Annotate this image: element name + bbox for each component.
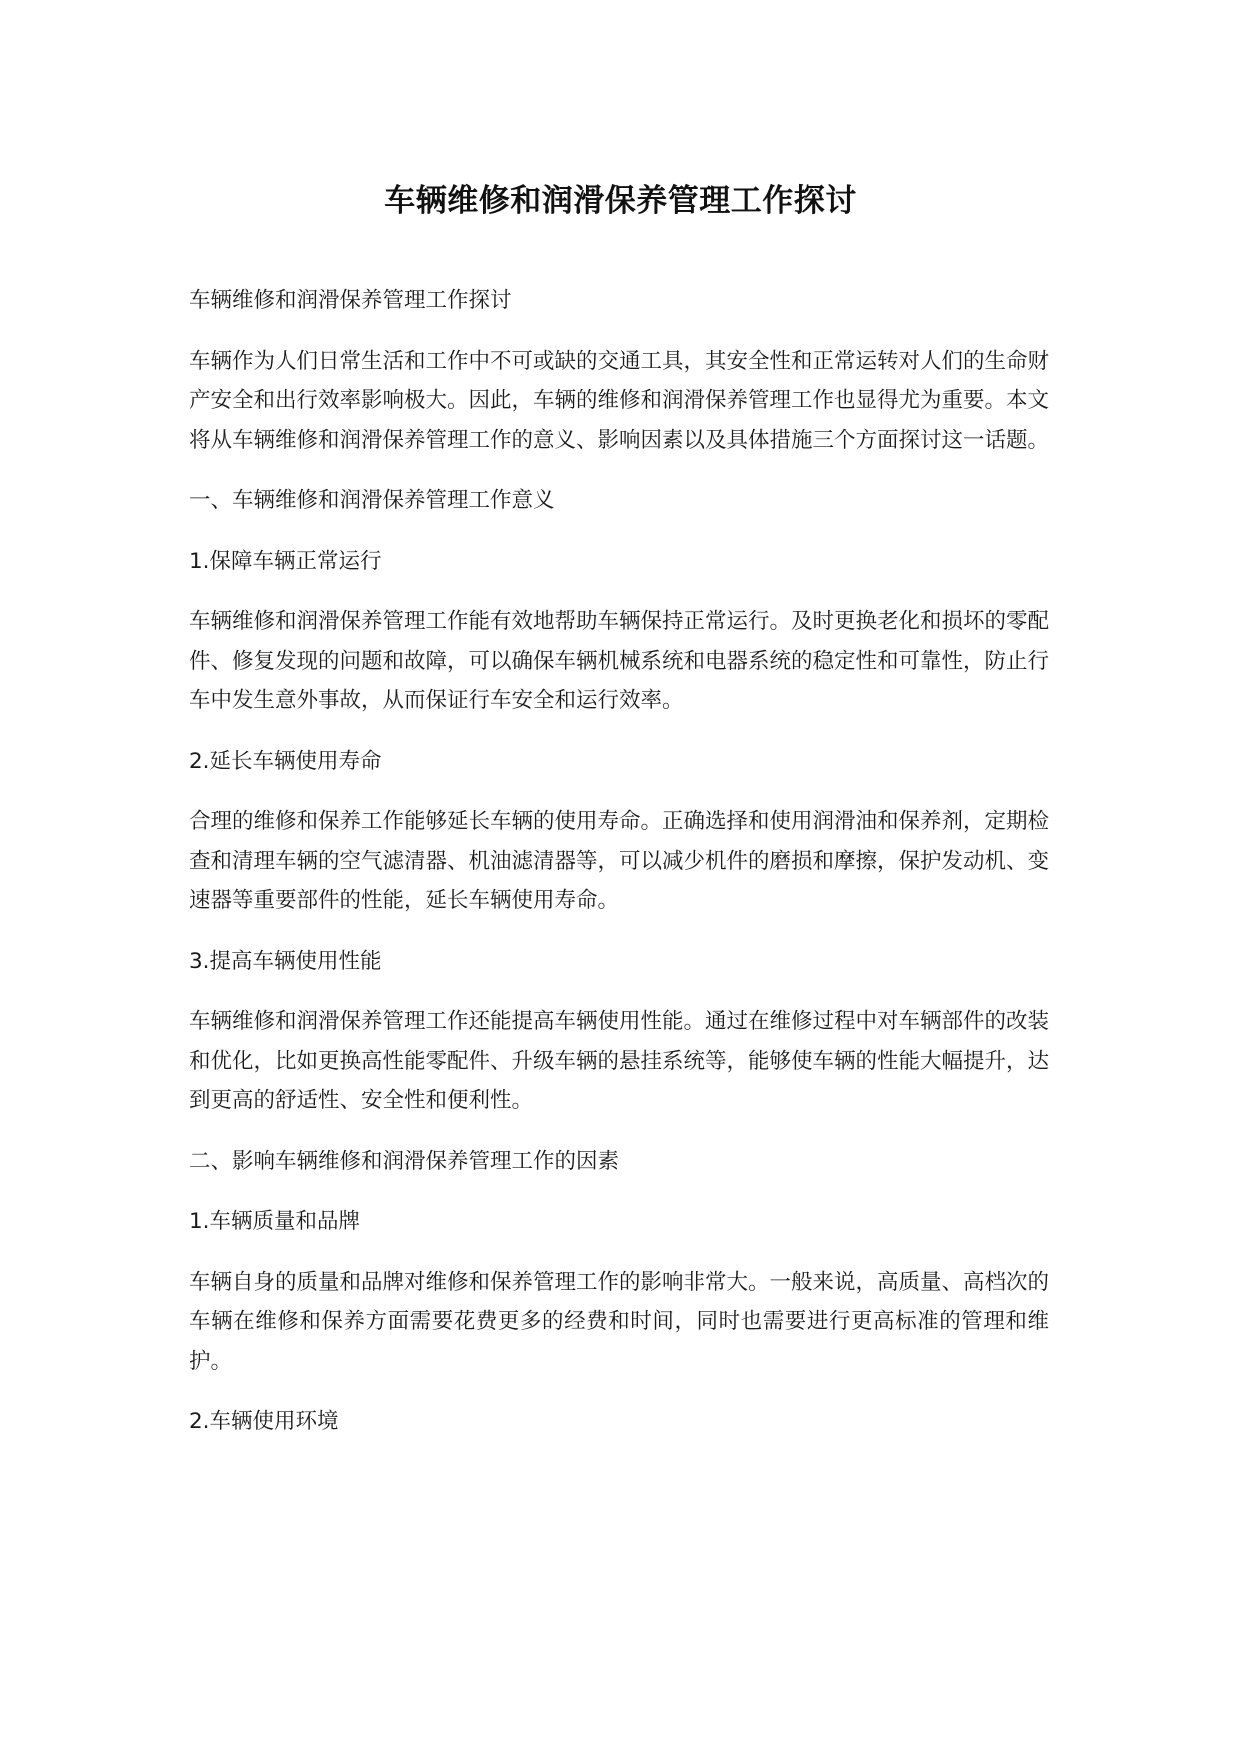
subheading-2-2: 2.车辆使用环境 [189,1409,339,1434]
subheading-1-1: 1.保障车辆正常运行 [189,548,382,574]
subheading-1-3: 3.提高车辆使用性能 [189,948,382,974]
paragraph-1-2: 合理的维修和保养工作能够延长车辆的使用寿命。正确选择和使用润滑油和保养剂，定期检查和清理车辆的空气滤清器、机油滤清器等，可以减少机件的磨损和摩擦，保护发动机、变速器等重要部件的性能，延长车辆使用寿命。 [189,809,1050,913]
paragraph-subtitle: 车辆维修和润滑保养管理工作探讨 [189,288,512,313]
document-body [189,281,1049,1463]
paragraph-2-1: 车辆自身的质量和品牌对维修和保养管理工作的影响非常大。一般来说，高质量、高档次的车辆在维修和保养方面需要花费更多的经费和时间，同时也需要进行更高标准的管理和维护。 [189,1269,1050,1374]
paragraph-intro: 车辆作为人们日常生活和工作中不可或缺的交通工具，其安全性和正常运转对人们的生命财产安全和出行效率影响极大。因此，车辆的维修和润滑保养管理工作也显得尤为重要。本文将从车辆维修和润滑保养管理工作的意义、影响因素以及具体措施三个方面探讨这一话题。 [189,348,1050,453]
paragraph-1-3: 车辆维修和润滑保养管理工作还能提高车辆使用性能。通过在维修过程中对车辆部件的改装和优化，比如更换高性能零配件、升级车辆的悬挂系统等，能够使车辆的性能大幅提升，达到更高的舒适性、安全性和便利性。 [189,1009,1050,1113]
subheading-1-2: 2.延长车辆使用寿命 [189,748,382,774]
section-heading-2: 二、影响车辆维修和润滑保养管理工作的因素 [189,1148,620,1174]
paragraph-1-1: 车辆维修和润滑保养管理工作能有效地帮助车辆保持正常运行。及时更换老化和损坏的零配件、修复发现的问题和故障，可以确保车辆机械系统和电器系统的稳定性和可靠性，防止行车中发生意外事故，从而保证行车安全和运行效率。 [189,609,1050,713]
section-heading-1: 一、车辆维修和润滑保养管理工作意义 [189,488,555,513]
subheading-2-1: 1.车辆质量和品牌 [189,1209,361,1234]
document-title: 车辆维修和润滑保养管理工作探讨 [384,183,857,219]
